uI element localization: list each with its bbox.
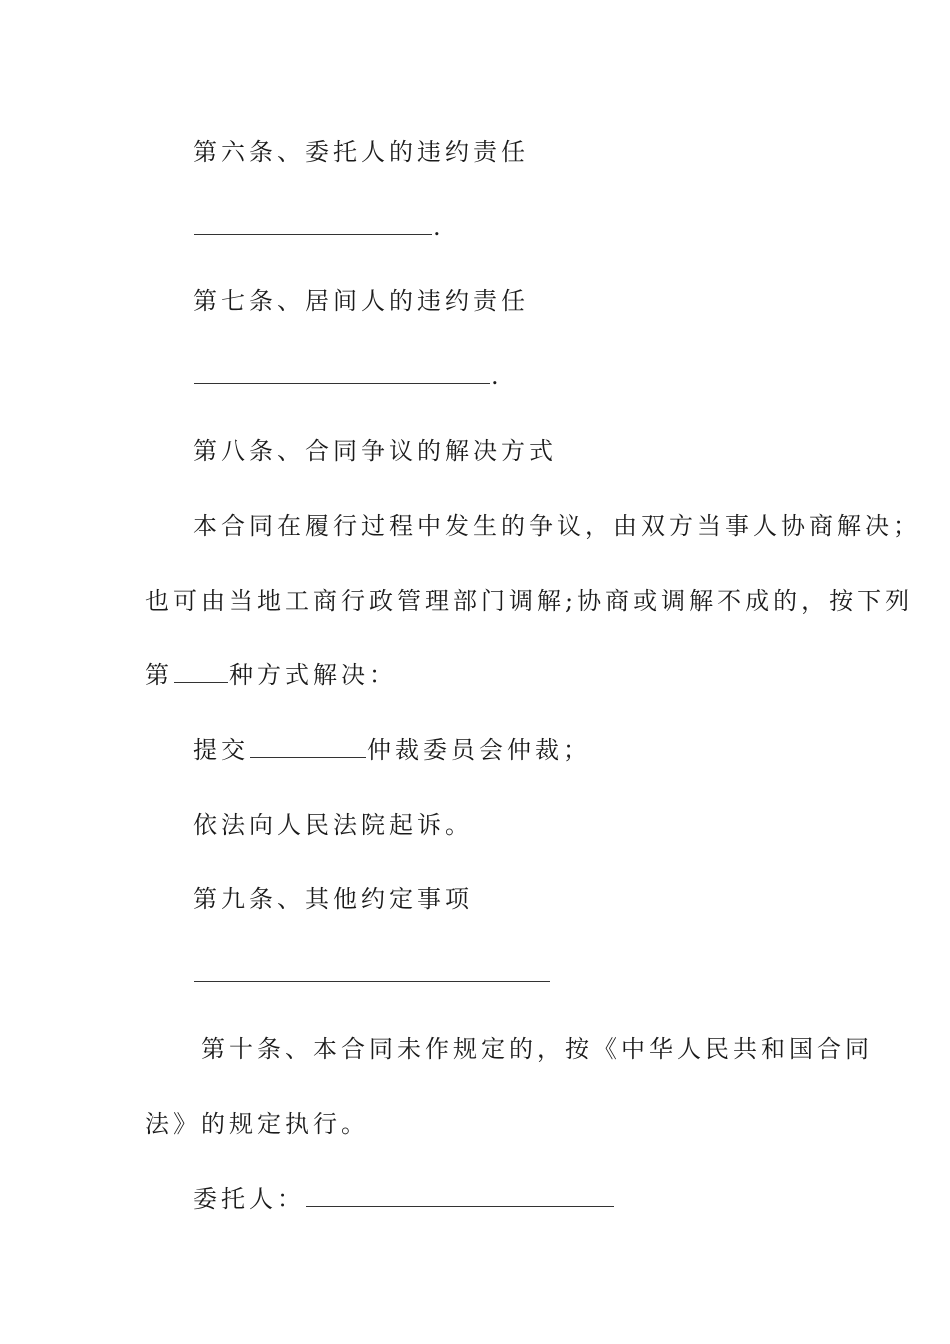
- period: .: [491, 362, 503, 390]
- article-6-blank-line: [193, 212, 445, 242]
- text: 提交: [193, 736, 249, 764]
- text: 第: [145, 661, 173, 689]
- text: 仲裁委员会仲裁；: [367, 736, 591, 764]
- fill-in-blank[interactable]: [250, 737, 366, 758]
- article-8-paragraph-line-3: [145, 660, 397, 690]
- litigation-option: 依法向人民法院起诉。: [193, 811, 473, 839]
- article-9-blank-line: [193, 959, 551, 989]
- period: .: [433, 213, 445, 241]
- arbitration-option: [193, 735, 591, 765]
- principal-signature-blank[interactable]: [306, 1186, 614, 1207]
- fill-in-blank[interactable]: [194, 214, 432, 235]
- article-10-line-1: 第十条、本合同未作规定的，按《中华人民共和国合同: [201, 1035, 873, 1063]
- fill-in-blank[interactable]: [194, 363, 490, 384]
- article-10-line-2: 法》的规定执行。: [145, 1110, 369, 1138]
- principal-label: 委托人：: [193, 1185, 305, 1213]
- article-7-heading: 第七条、居间人的违约责任: [193, 287, 529, 315]
- fill-in-blank[interactable]: [174, 662, 228, 683]
- text: 种方式解决：: [229, 661, 397, 689]
- fill-in-blank[interactable]: [194, 961, 550, 982]
- article-8-heading: 第八条、合同争议的解决方式: [193, 437, 557, 465]
- article-6-heading: 第六条、委托人的违约责任: [193, 138, 529, 166]
- article-7-blank-line: [193, 361, 503, 391]
- article-8-paragraph-line-1: 本合同在履行过程中发生的争议，由双方当事人协商解决；: [193, 512, 921, 540]
- article-9-heading: 第九条、其他约定事项: [193, 885, 473, 913]
- article-8-paragraph-line-2: 也可由当地工商行政管理部门调解;协商或调解不成的，按下列: [145, 587, 914, 615]
- principal-signature-line: [193, 1184, 615, 1214]
